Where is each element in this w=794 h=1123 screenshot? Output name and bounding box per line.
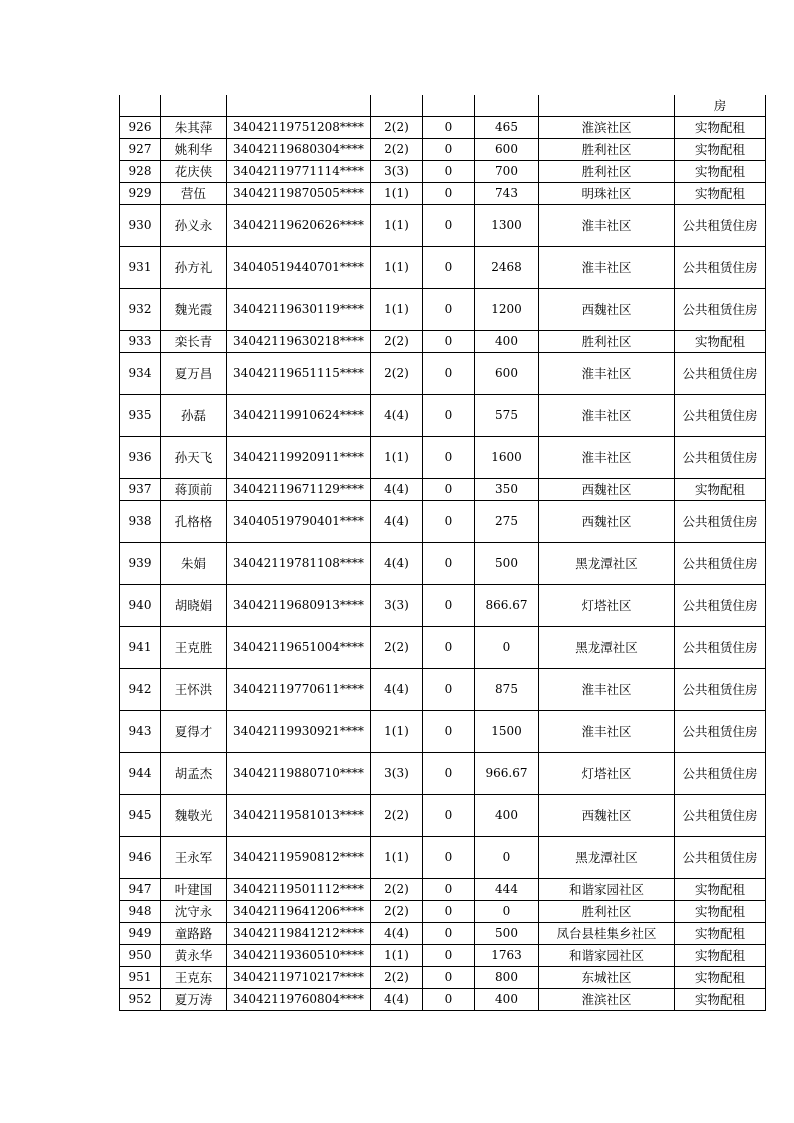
cell-type: 实物配租 — [675, 989, 766, 1011]
cell-name: 沈守永 — [161, 901, 227, 923]
cell-col5: 0 — [423, 837, 475, 879]
table-row — [120, 753, 766, 795]
cell-col6: 600 — [475, 139, 539, 161]
cell-name: 魏敬光 — [161, 795, 227, 837]
cell-no: 936 — [120, 437, 161, 479]
cell-id-number: 34042119590812**** — [227, 837, 371, 879]
cell-name: 花庆侠 — [161, 161, 227, 183]
cell-community: 淮丰社区 — [539, 353, 675, 395]
cell-community: 灯塔社区 — [539, 585, 675, 627]
cell-col6: 444 — [475, 879, 539, 901]
cell-col6: 465 — [475, 117, 539, 139]
cell-type: 公共租赁住房 — [675, 501, 766, 543]
cell-community: 淮丰社区 — [539, 205, 675, 247]
cell-col5: 0 — [423, 289, 475, 331]
cell-community: 黑龙潭社区 — [539, 837, 675, 879]
cell-col5: 0 — [423, 437, 475, 479]
cell-community: 明珠社区 — [539, 183, 675, 205]
cell-no: 939 — [120, 543, 161, 585]
cell-col6: 500 — [475, 543, 539, 585]
cell-members: 2(2) — [371, 627, 423, 669]
cell-no: 926 — [120, 117, 161, 139]
cell-col5: 0 — [423, 945, 475, 967]
cell-name: 朱其萍 — [161, 117, 227, 139]
cell-community: 灯塔社区 — [539, 753, 675, 795]
cell-members: 2(2) — [371, 331, 423, 353]
table-row — [120, 795, 766, 837]
cell-name: 王克胜 — [161, 627, 227, 669]
cell-col6: 400 — [475, 795, 539, 837]
cell-col6: 600 — [475, 353, 539, 395]
table-row — [120, 879, 766, 901]
cell-id-number: 34042119920911**** — [227, 437, 371, 479]
cell-type: 实物配租 — [675, 117, 766, 139]
table-row — [120, 669, 766, 711]
cell-members: 3(3) — [371, 585, 423, 627]
table-row — [120, 205, 766, 247]
table-row — [120, 585, 766, 627]
cell-col6: 966.67 — [475, 753, 539, 795]
cell-type: 公共租赁住房 — [675, 627, 766, 669]
table-row — [120, 901, 766, 923]
table-row — [120, 945, 766, 967]
cell-members: 2(2) — [371, 901, 423, 923]
cell-col5: 0 — [423, 117, 475, 139]
cell-no: 951 — [120, 967, 161, 989]
cell-col5: 0 — [423, 353, 475, 395]
cell-no: 932 — [120, 289, 161, 331]
cell-col6: 500 — [475, 923, 539, 945]
cell-members: 4(4) — [371, 543, 423, 585]
cell-type: 公共租赁住房 — [675, 837, 766, 879]
cell-no: 943 — [120, 711, 161, 753]
cell-id-number: 34042119360510**** — [227, 945, 371, 967]
table-row — [120, 711, 766, 753]
cell-name: 朱娟 — [161, 543, 227, 585]
cell-name: 胡晓娟 — [161, 585, 227, 627]
cell-community: 西魏社区 — [539, 479, 675, 501]
cell-id-number: 34042119710217**** — [227, 967, 371, 989]
cell-col5: 0 — [423, 395, 475, 437]
cell-community: 淮丰社区 — [539, 395, 675, 437]
cell-name: 叶建国 — [161, 879, 227, 901]
cell-type-fragment: 房 — [675, 95, 766, 117]
cell-id-number: 34042119880710**** — [227, 753, 371, 795]
cell-no: 944 — [120, 753, 161, 795]
cell-no: 947 — [120, 879, 161, 901]
cell-id-number: 34042119930921**** — [227, 711, 371, 753]
table-row — [120, 479, 766, 501]
cell-type: 公共租赁住房 — [675, 585, 766, 627]
cell-members: 3(3) — [371, 753, 423, 795]
cell-members: 2(2) — [371, 967, 423, 989]
cell-id-number: 34040519440701**** — [227, 247, 371, 289]
cell-type: 公共租赁住房 — [675, 353, 766, 395]
cell-community: 黑龙潭社区 — [539, 627, 675, 669]
cell-members: 4(4) — [371, 669, 423, 711]
cell-col6: 0 — [475, 627, 539, 669]
cell-id-number: 34040519790401**** — [227, 501, 371, 543]
cell-community: 东城社区 — [539, 967, 675, 989]
table-row — [120, 139, 766, 161]
cell-col6: 700 — [475, 161, 539, 183]
cell-name: 姚利华 — [161, 139, 227, 161]
cell-name: 夏万昌 — [161, 353, 227, 395]
table-row — [120, 989, 766, 1011]
cell-no: 931 — [120, 247, 161, 289]
cell-col5: 0 — [423, 543, 475, 585]
table-row — [120, 627, 766, 669]
cell-col6: 1763 — [475, 945, 539, 967]
cell-type: 实物配租 — [675, 879, 766, 901]
table-row — [120, 247, 766, 289]
cell-id-number: 34042119841212**** — [227, 923, 371, 945]
cell-community: 胜利社区 — [539, 901, 675, 923]
cell-members: 1(1) — [371, 289, 423, 331]
cell-members: 4(4) — [371, 923, 423, 945]
cell-id-number: 34042119581013**** — [227, 795, 371, 837]
cell-members: 3(3) — [371, 161, 423, 183]
cell-col6: 1500 — [475, 711, 539, 753]
cell-col6: 1200 — [475, 289, 539, 331]
cell-community: 西魏社区 — [539, 289, 675, 331]
cell-type: 实物配租 — [675, 139, 766, 161]
cell-members: 1(1) — [371, 437, 423, 479]
cell-members: 1(1) — [371, 205, 423, 247]
cell-id-number: 34042119651115**** — [227, 353, 371, 395]
cell-col6: 0 — [475, 901, 539, 923]
cell-id-number: 34042119760804**** — [227, 989, 371, 1011]
cell-col5: 0 — [423, 711, 475, 753]
cell-no: 927 — [120, 139, 161, 161]
cell-type: 实物配租 — [675, 901, 766, 923]
table-row — [120, 923, 766, 945]
cell-community: 凤台县桂集乡社区 — [539, 923, 675, 945]
cell-col6: 400 — [475, 989, 539, 1011]
cell-col5: 0 — [423, 901, 475, 923]
cell-name: 营伍 — [161, 183, 227, 205]
cell-community: 淮丰社区 — [539, 247, 675, 289]
housing-allocation-table — [119, 95, 766, 1011]
cell-type: 公共租赁住房 — [675, 543, 766, 585]
cell-type: 公共租赁住房 — [675, 795, 766, 837]
cell-community: 黑龙潭社区 — [539, 543, 675, 585]
cell-name: 夏万涛 — [161, 989, 227, 1011]
cell-col6: 1600 — [475, 437, 539, 479]
cell-no: 934 — [120, 353, 161, 395]
cell-id-number: 34042119501112**** — [227, 879, 371, 901]
cell-col6: 400 — [475, 331, 539, 353]
cell-col6: 875 — [475, 669, 539, 711]
cell-type: 实物配租 — [675, 967, 766, 989]
cell-community: 淮滨社区 — [539, 989, 675, 1011]
cell-id-number: 34042119781108**** — [227, 543, 371, 585]
cell-name: 胡孟杰 — [161, 753, 227, 795]
cell-id-number: 34042119641206**** — [227, 901, 371, 923]
cell-id-number: 34042119770611**** — [227, 669, 371, 711]
cell-no: 946 — [120, 837, 161, 879]
cell-col5: 0 — [423, 331, 475, 353]
cell-name: 孙方礼 — [161, 247, 227, 289]
cell-community: 淮丰社区 — [539, 711, 675, 753]
cell-col6: 800 — [475, 967, 539, 989]
cell-no: 938 — [120, 501, 161, 543]
cell-col5: 0 — [423, 247, 475, 289]
cell-members: 4(4) — [371, 989, 423, 1011]
cell-members: 2(2) — [371, 353, 423, 395]
cell-name: 栾长青 — [161, 331, 227, 353]
cell-type: 公共租赁住房 — [675, 247, 766, 289]
cell-community: 淮丰社区 — [539, 669, 675, 711]
cell-type: 公共租赁住房 — [675, 289, 766, 331]
cell-id-number: 34042119671129**** — [227, 479, 371, 501]
cell-type: 公共租赁住房 — [675, 395, 766, 437]
cell-col5: 0 — [423, 967, 475, 989]
cell-id-number: 34042119620626**** — [227, 205, 371, 247]
cell-col5: 0 — [423, 585, 475, 627]
cell-members: 1(1) — [371, 183, 423, 205]
cell-community: 西魏社区 — [539, 795, 675, 837]
cell-col5: 0 — [423, 669, 475, 711]
cell-type: 实物配租 — [675, 945, 766, 967]
cell-col5: 0 — [423, 989, 475, 1011]
cell-col5: 0 — [423, 923, 475, 945]
cell-no: 949 — [120, 923, 161, 945]
cell-id-number: 34042119870505**** — [227, 183, 371, 205]
cell-no: 950 — [120, 945, 161, 967]
cell-no: 952 — [120, 989, 161, 1011]
cell-col6: 1300 — [475, 205, 539, 247]
cell-col6: 866.67 — [475, 585, 539, 627]
cell-name: 黄永华 — [161, 945, 227, 967]
cell-members: 1(1) — [371, 837, 423, 879]
cell-type: 公共租赁住房 — [675, 205, 766, 247]
cell-members: 4(4) — [371, 479, 423, 501]
cell-no: 940 — [120, 585, 161, 627]
continued-row-fragment — [120, 95, 766, 117]
cell-no: 942 — [120, 669, 161, 711]
table-row — [120, 331, 766, 353]
table-row — [120, 543, 766, 585]
cell-no: 937 — [120, 479, 161, 501]
cell-id-number: 34042119910624**** — [227, 395, 371, 437]
cell-col5: 0 — [423, 205, 475, 247]
cell-type: 实物配租 — [675, 331, 766, 353]
cell-col5: 0 — [423, 501, 475, 543]
cell-name: 孙天飞 — [161, 437, 227, 479]
cell-name: 孙磊 — [161, 395, 227, 437]
cell-id-number: 34042119680304**** — [227, 139, 371, 161]
table-row — [120, 289, 766, 331]
cell-id-number: 34042119771114**** — [227, 161, 371, 183]
cell-members: 2(2) — [371, 117, 423, 139]
cell-community: 胜利社区 — [539, 331, 675, 353]
cell-col6: 275 — [475, 501, 539, 543]
cell-col6: 350 — [475, 479, 539, 501]
table-row — [120, 437, 766, 479]
cell-community: 淮滨社区 — [539, 117, 675, 139]
cell-type: 公共租赁住房 — [675, 753, 766, 795]
cell-members: 1(1) — [371, 247, 423, 289]
cell-community: 淮丰社区 — [539, 437, 675, 479]
cell-col5: 0 — [423, 879, 475, 901]
cell-type: 实物配租 — [675, 183, 766, 205]
cell-members: 1(1) — [371, 945, 423, 967]
cell-col6: 575 — [475, 395, 539, 437]
cell-no: 935 — [120, 395, 161, 437]
cell-members: 2(2) — [371, 795, 423, 837]
cell-col5: 0 — [423, 479, 475, 501]
cell-col5: 0 — [423, 139, 475, 161]
cell-no: 941 — [120, 627, 161, 669]
cell-no: 928 — [120, 161, 161, 183]
cell-community: 和谐家园社区 — [539, 945, 675, 967]
cell-name: 孙义永 — [161, 205, 227, 247]
cell-members: 2(2) — [371, 879, 423, 901]
cell-community: 胜利社区 — [539, 139, 675, 161]
cell-type: 实物配租 — [675, 161, 766, 183]
cell-id-number: 34042119630119**** — [227, 289, 371, 331]
cell-members: 4(4) — [371, 395, 423, 437]
cell-no: 945 — [120, 795, 161, 837]
cell-name: 王永军 — [161, 837, 227, 879]
cell-name: 夏得才 — [161, 711, 227, 753]
cell-col5: 0 — [423, 627, 475, 669]
cell-type: 公共租赁住房 — [675, 669, 766, 711]
cell-col5: 0 — [423, 795, 475, 837]
table-row — [120, 967, 766, 989]
cell-id-number: 34042119630218**** — [227, 331, 371, 353]
cell-name: 孔格格 — [161, 501, 227, 543]
cell-no: 948 — [120, 901, 161, 923]
table-row — [120, 837, 766, 879]
cell-members: 2(2) — [371, 139, 423, 161]
cell-id-number: 34042119680913**** — [227, 585, 371, 627]
cell-name: 蒋顶前 — [161, 479, 227, 501]
cell-community: 胜利社区 — [539, 161, 675, 183]
cell-name: 王怀洪 — [161, 669, 227, 711]
cell-name: 童路路 — [161, 923, 227, 945]
cell-name: 魏光霞 — [161, 289, 227, 331]
cell-col6: 2468 — [475, 247, 539, 289]
cell-no: 933 — [120, 331, 161, 353]
cell-col5: 0 — [423, 183, 475, 205]
cell-type: 实物配租 — [675, 923, 766, 945]
table-row — [120, 161, 766, 183]
cell-col6: 0 — [475, 837, 539, 879]
cell-type: 实物配租 — [675, 479, 766, 501]
cell-community: 西魏社区 — [539, 501, 675, 543]
cell-name: 王克东 — [161, 967, 227, 989]
cell-col6: 743 — [475, 183, 539, 205]
cell-members: 1(1) — [371, 711, 423, 753]
cell-no: 930 — [120, 205, 161, 247]
cell-type: 公共租赁住房 — [675, 437, 766, 479]
table-row — [120, 183, 766, 205]
cell-type: 公共租赁住房 — [675, 711, 766, 753]
table-row — [120, 353, 766, 395]
table-row — [120, 395, 766, 437]
cell-id-number: 34042119651004**** — [227, 627, 371, 669]
cell-col5: 0 — [423, 753, 475, 795]
cell-no: 929 — [120, 183, 161, 205]
table-row — [120, 501, 766, 543]
table-row — [120, 117, 766, 139]
cell-id-number: 34042119751208**** — [227, 117, 371, 139]
cell-members: 4(4) — [371, 501, 423, 543]
cell-community: 和谐家园社区 — [539, 879, 675, 901]
cell-col5: 0 — [423, 161, 475, 183]
